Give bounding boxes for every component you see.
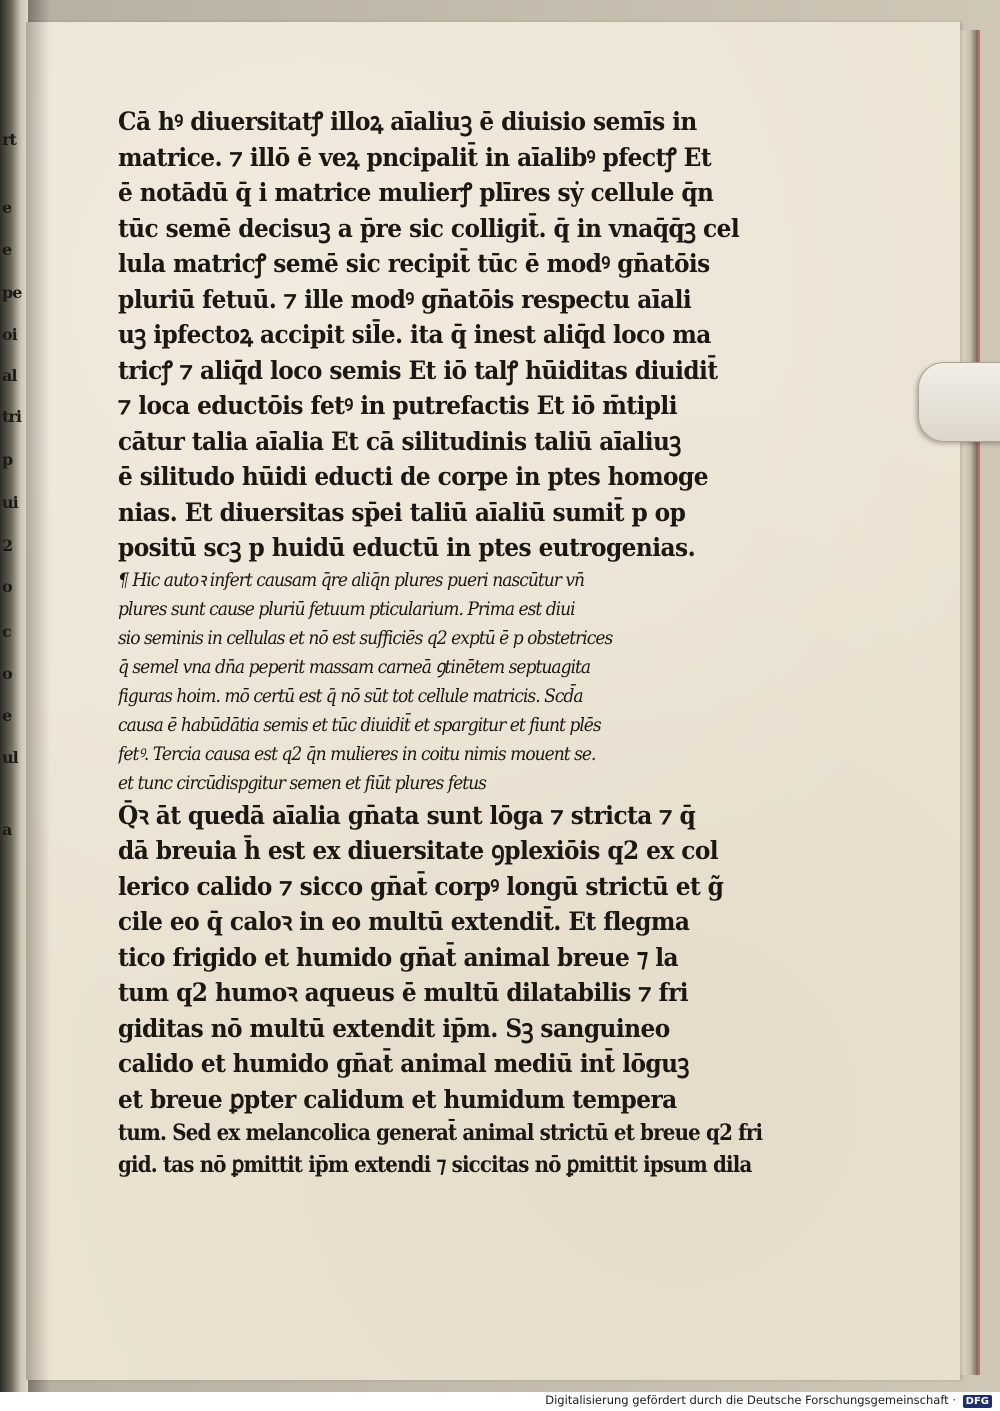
text-line: lerico calido ⁊ sicco gn̄at̄ corpꝰ longū strictū et g̃ <box>118 871 724 901</box>
page-marker-tab <box>918 362 1000 442</box>
commentary-line: ¶ Hic autoꝛ infert causam q̄re aliq̄n plures pueri nascūtur vn̄ <box>118 568 585 591</box>
text-line: et breue ꝑpter calidum et humidum tempera <box>118 1084 677 1114</box>
facing-fragment: e <box>2 706 12 725</box>
facing-fragment: p <box>2 450 13 469</box>
facing-fragment: a <box>2 820 12 839</box>
text-line: tum. Sed ex melancolica generat̄ animal strictū et breue q2 fri <box>118 1120 763 1146</box>
text-line: tūc semē decisuꝫ a p̄re sic colligit̄. q̄ in vnaq̄q̄ꝫ cel <box>118 213 740 243</box>
text-line: ē silitudo hūidi educti de corpe in ptes homoge <box>118 462 708 491</box>
footer-bar <box>0 1392 1000 1411</box>
text-block <box>118 104 778 1181</box>
facing-fragment: oi <box>2 325 17 344</box>
text-line: tum q2 humoꝛ aqueus ē multū dilatabilis ⁊ fri <box>118 978 689 1007</box>
commentary-line: q̄ semel vna dn̄a peperit massam carneā ꝯtinētem septuagita <box>118 655 591 678</box>
text-line: gid. tas nō ꝑmittit ip̄m extendi ⁊ siccitas nō ꝑmittit ipsum dila <box>118 1152 752 1178</box>
text-line: Cā hꝰ diuersitatꝭ illoꝝ aīaliuꝫ ē diuisio semīs in <box>118 107 697 136</box>
facing-fragment: o <box>2 664 12 683</box>
facing-fragment: o <box>2 577 12 596</box>
facing-fragment: pe <box>2 283 22 302</box>
commentary-line: plures sunt cause pluriū fetuum pticularium. Prima est diui <box>118 597 575 620</box>
gutter-shadow <box>26 22 50 1380</box>
text-line: ⁊ loca eductōis fetꝰ in putrefactis Et iō m̄tipli <box>118 391 677 420</box>
facing-fragment: tri <box>2 407 21 426</box>
facing-fragment: c <box>2 622 11 641</box>
text-line: tricꝭ ⁊ aliq̄d loco semis Et iō talꝭ hūiditas diuidit̄ <box>118 355 718 385</box>
dfg-logo: DFG <box>963 1395 992 1408</box>
facing-page-edge <box>0 0 28 1411</box>
book-page <box>26 22 960 1380</box>
text-line: dā breuia h̄ est ex diuersitate ꝯplexiōis q2 ex col <box>118 836 719 865</box>
text-line: Q̄ꝛ āt quedā aīalia gn̄ata sunt lōga ⁊ stricta ⁊ q̄ <box>118 800 696 830</box>
commentary-line: figuras hoim. mō certū est q̄ nō sūt tot cellule matricis. Scd̄a <box>118 684 583 707</box>
facing-fragment: ui <box>2 493 18 512</box>
text-line: lula matricꝭ semē sic recipit̄ tūc ē modꝰ gn̄atōis <box>118 249 710 278</box>
text-line: positū scꝫ p huidū eductū in ptes eutrogenias. <box>118 533 696 562</box>
facing-fragment: al <box>2 366 17 385</box>
text-line: uꝫ ipfectoꝝ accipit sil̄e. ita q̄ inest aliq̄d loco ma <box>118 320 711 349</box>
text-line: cātur talia aīalia Et cā silitudinis taliū aīaliuꝫ <box>118 426 681 456</box>
text-line: calido et humido gn̄at̄ animal mediū int̄ lōguꝫ <box>118 1049 689 1078</box>
text-line: giditas nō multū extendit ip̄m. Sꝫ sanguineo <box>118 1013 670 1043</box>
commentary-line: fetꝰ. Tercia causa est q2 q̄n mulieres in coitu nimis mouent se. <box>118 742 596 765</box>
text-line: nias. Et diuersitas sp̄ei taliū aīaliū sumit̄ p op <box>118 497 686 527</box>
facing-fragment: e <box>2 198 12 217</box>
text-line: cile eo q̄ caloꝛ in eo multū extendit̄. Et flegma <box>118 907 690 936</box>
commentary-line: et tunc circūdispgitur semen et fiūt plures fetus <box>118 771 486 794</box>
text-line: matrice. ⁊ illō ē veꝝ pncipalit̄ in aīalibꝰ pfectꝭ Et <box>118 142 712 172</box>
commentary-line: sio seminis in cellulas et nō est sufficiēs q2 exptū ē p obstetrices <box>118 626 613 649</box>
text-line: pluriū fetuū. ⁊ ille modꝰ gn̄atōis respectu aīali <box>118 284 692 314</box>
text-line: ē notādū q̄ i matrice mulierꝭ plīres sẏ cellule q̄n <box>118 178 714 207</box>
facing-fragment: ul <box>2 748 18 767</box>
facing-fragment: 2 <box>2 536 13 555</box>
facing-fragment: e <box>2 240 12 259</box>
commentary-line: causa ē habūdātia semis et tūc diuidit̄ et spargitur et fiunt plēs <box>118 713 601 736</box>
funding-credit: Digitalisierung gefördert durch die Deutsche Forschungsgemeinschaft · <box>545 1393 956 1407</box>
facing-fragment: rt <box>2 130 16 149</box>
text-line: tico frigido et humido gn̄at̄ animal breue ⁊ la <box>118 942 679 972</box>
